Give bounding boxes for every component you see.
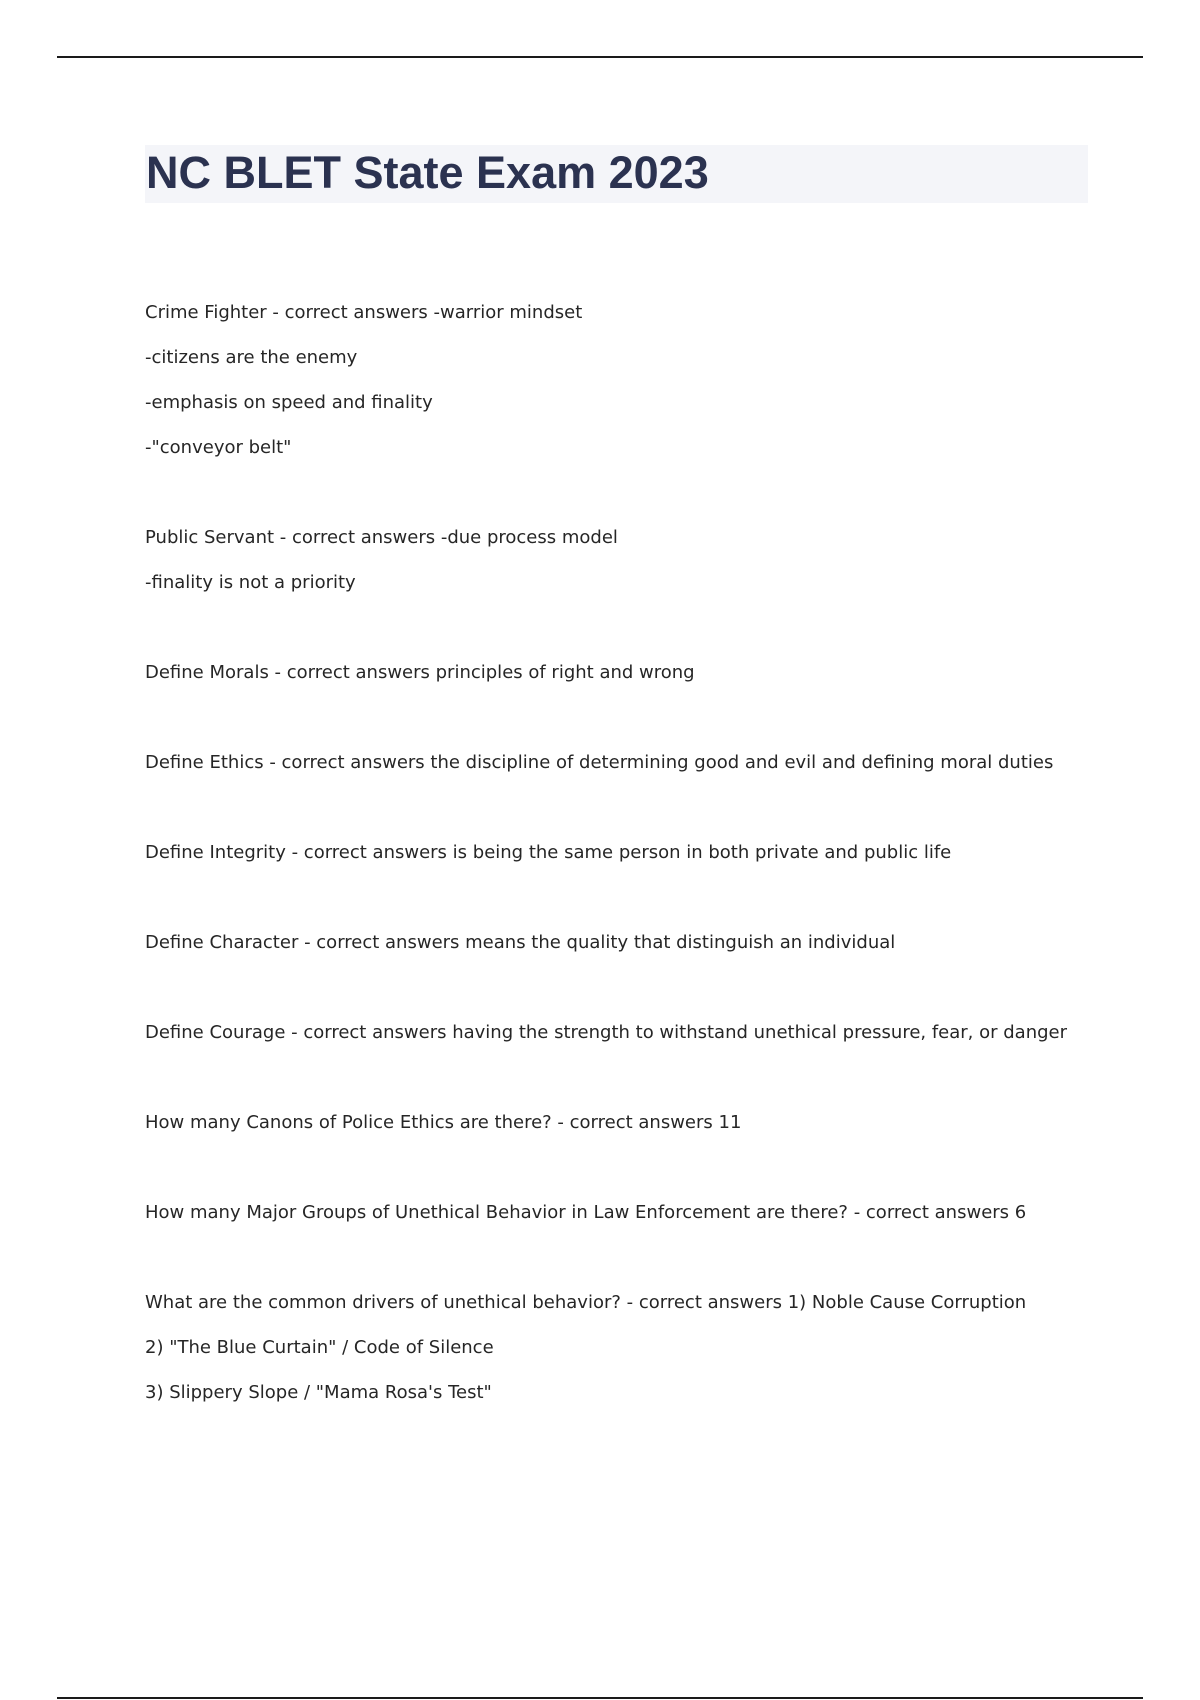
qa-line: How many Major Groups of Unethical Behavior in Law Enforcement are there? - correct answers 6 (145, 1202, 1027, 1223)
qa-line: -"conveyor belt" (145, 437, 292, 458)
qa-entry-courage (145, 1010, 1095, 1055)
qa-entry-canons (145, 1100, 1095, 1145)
qa-line: Crime Fighter - correct answers -warrior mindset (145, 302, 583, 323)
qa-line: Define Morals - correct answers principles of right and wrong (145, 662, 695, 683)
qa-line: Define Character - correct answers means the quality that distinguish an individual (145, 932, 896, 953)
qa-list (145, 290, 1095, 1460)
qa-line: What are the common drivers of unethical behavior? - correct answers 1) Noble Cause Corruption (145, 1292, 1027, 1313)
document-title: NC BLET State Exam 2023 (146, 147, 709, 198)
qa-line: -finality is not a priority (145, 572, 356, 593)
qa-line: 3) Slippery Slope / "Mama Rosa's Test" (145, 1382, 492, 1403)
qa-line: 2) "The Blue Curtain" / Code of Silence (145, 1337, 494, 1358)
qa-line: Define Ethics - correct answers the discipline of determining good and evil and defining moral duties (145, 752, 1054, 773)
qa-entry-crime-fighter (145, 290, 1095, 470)
qa-line: Public Servant - correct answers -due process model (145, 527, 618, 548)
qa-entry-drivers (145, 1280, 1095, 1415)
qa-line: How many Canons of Police Ethics are there? - correct answers 11 (145, 1112, 742, 1133)
qa-line: -emphasis on speed and finality (145, 392, 433, 413)
bottom-divider (57, 1697, 1143, 1699)
top-divider (57, 56, 1143, 58)
qa-entry-character (145, 920, 1095, 965)
qa-entry-integrity (145, 830, 1095, 875)
qa-line: -citizens are the enemy (145, 347, 358, 368)
qa-entry-major-groups (145, 1190, 1095, 1235)
qa-entry-morals (145, 650, 1095, 695)
qa-entry-public-servant (145, 515, 1095, 605)
qa-line: Define Courage - correct answers having the strength to withstand unethical pressure, fear, or danger (145, 1022, 1068, 1043)
qa-line: Define Integrity - correct answers is being the same person in both private and public life (145, 842, 952, 863)
qa-entry-ethics (145, 740, 1095, 785)
